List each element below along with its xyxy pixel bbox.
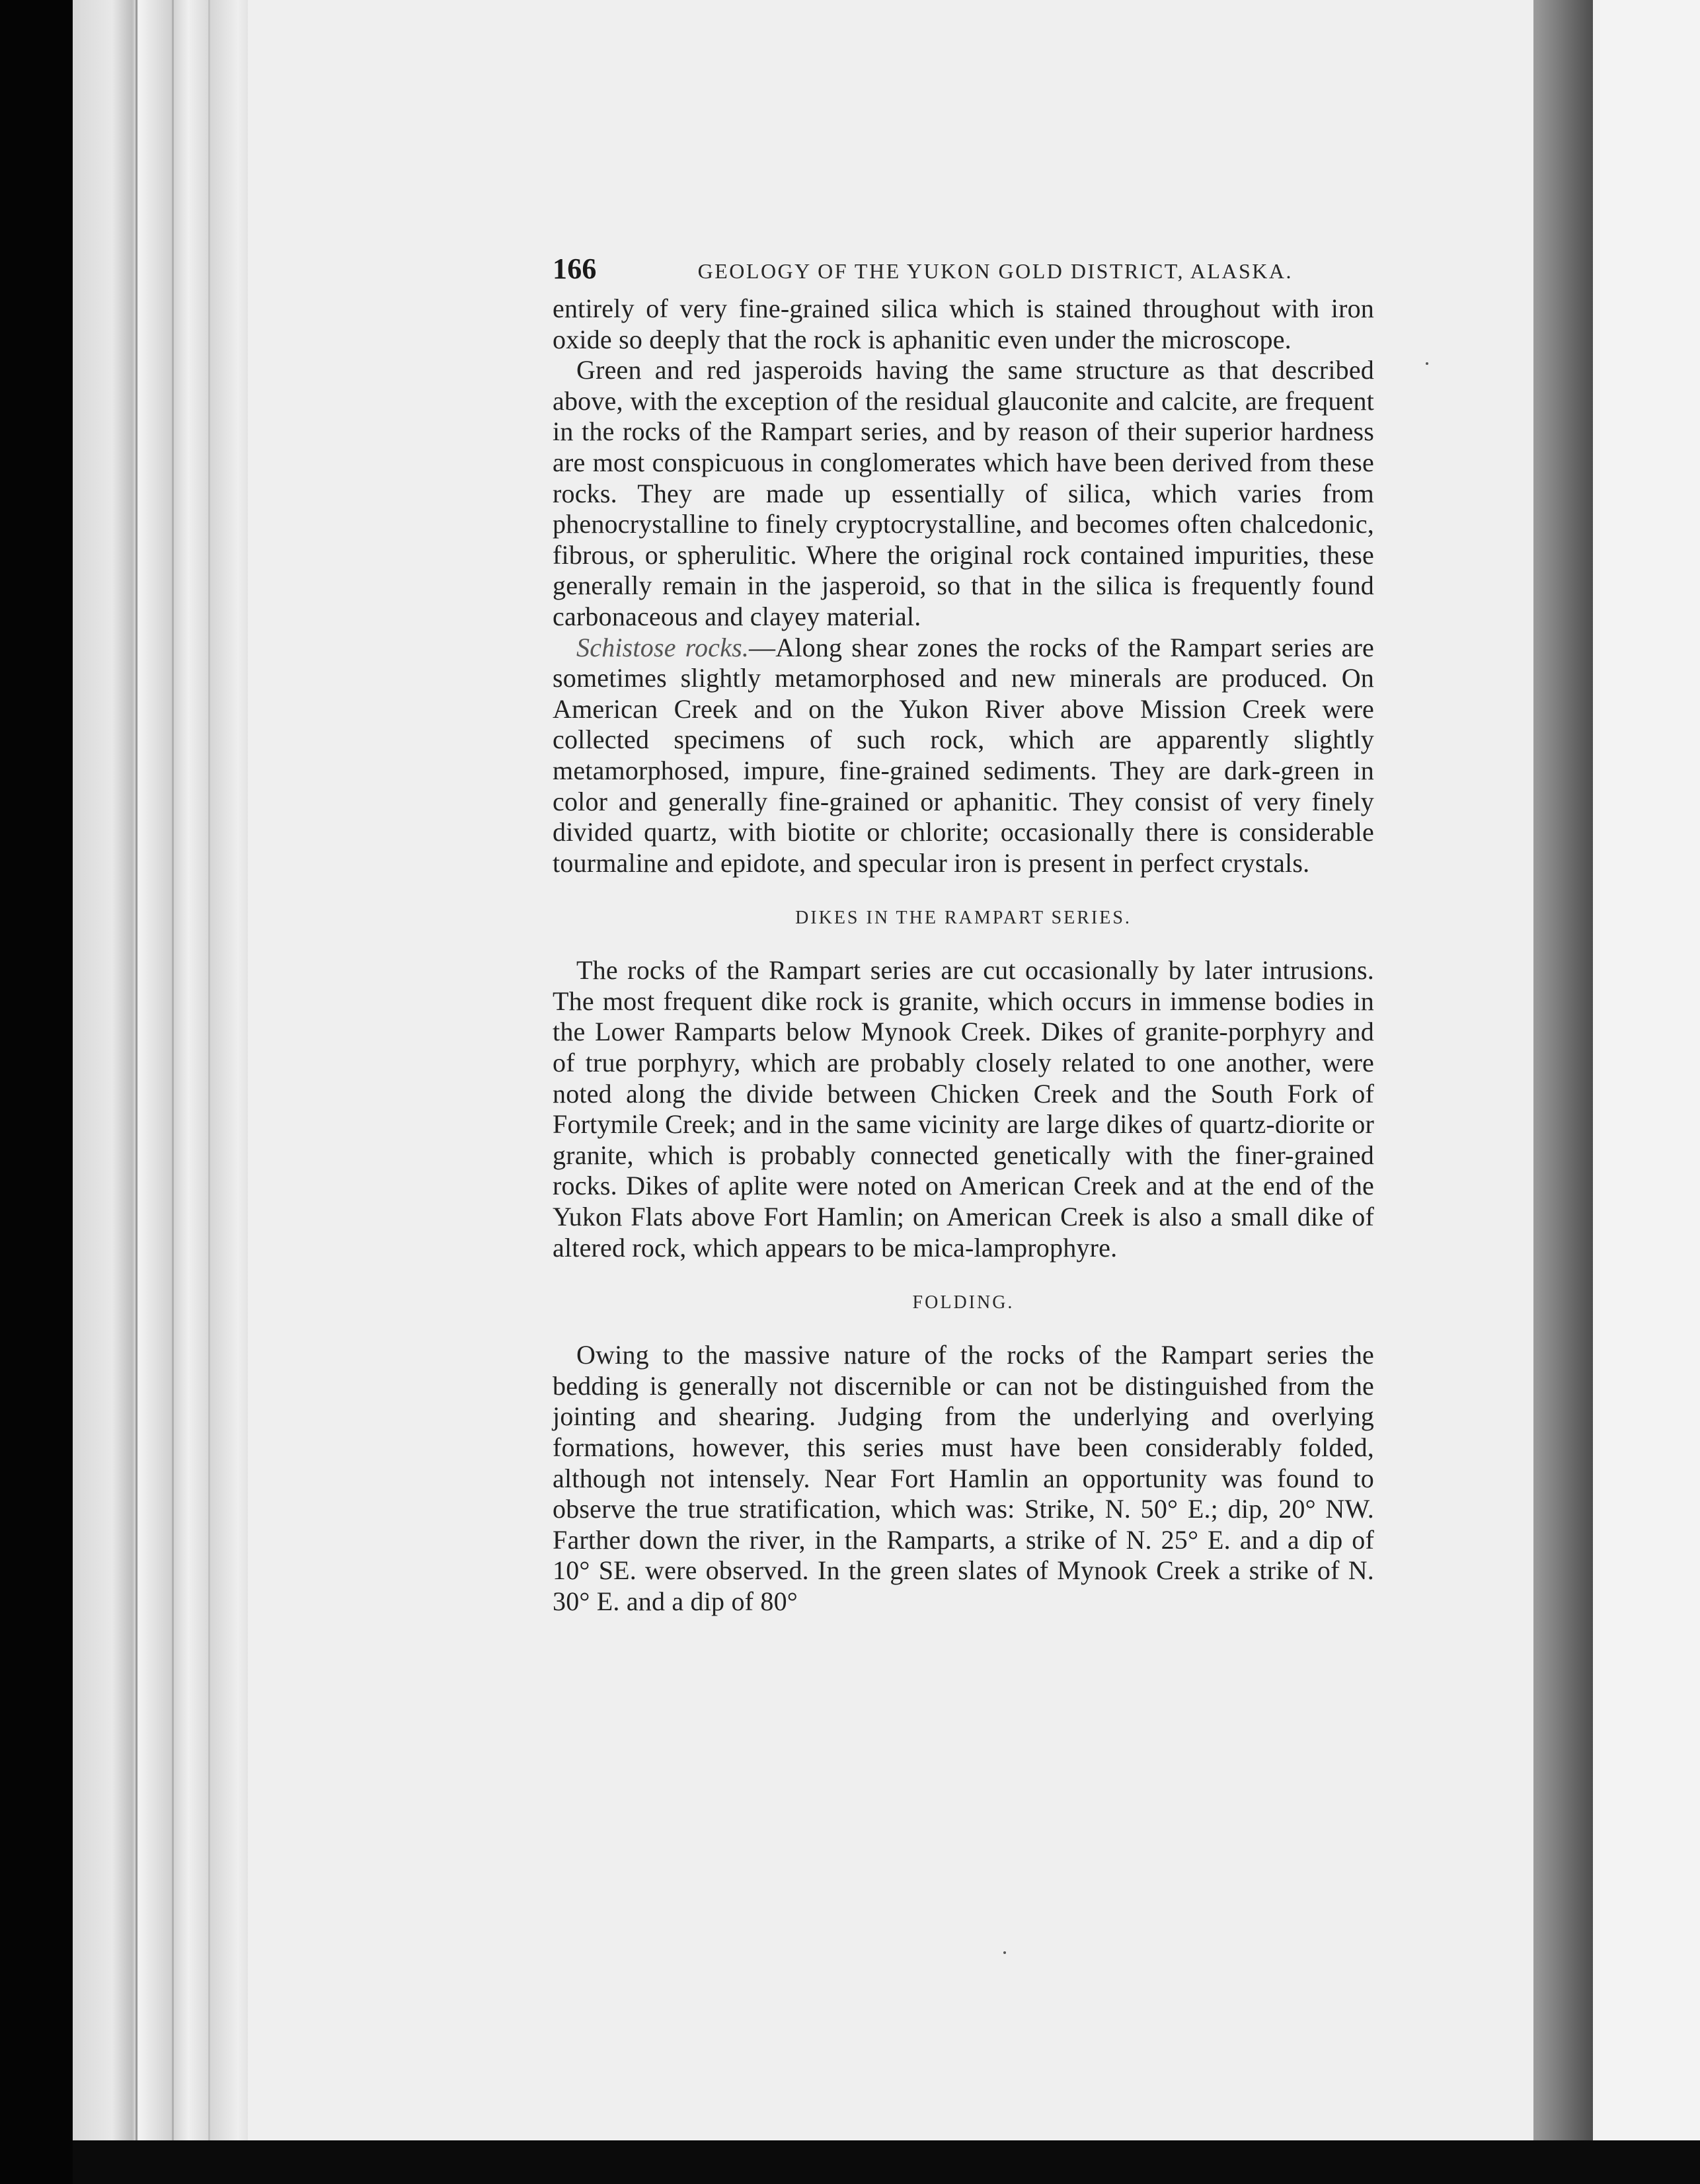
- page-gutter: [1533, 0, 1593, 2148]
- scan-left-border: [0, 0, 73, 2184]
- paragraph-body: —Along shear zones the rocks of the Rampart series are sometimes slightly metamorphosed and new minerals are produced. On American Creek and on the Yukon River above Mission Creek were collected specimens of such rock, which are apparently slightly metamorphosed, impure, fine-grained sediments. They are dark-green in color and generally fine-grained or aphanitic. They consist of very finely divided quartz, with biotite or chlorite; occasionally there is considerable tourmaline and epidote, and specular iron is present in perfect crystals.: [553, 632, 1374, 878]
- next-page-sliver: [1593, 0, 1700, 2140]
- paragraph-jasperoids: Green and red jasperoids having the same structure as that described above, with the exception of the residual glauconite and calcite, are frequent in the rocks of the Rampart series, and by reason of their superior hardness are most conspicuous in conglomerates which have been derived from these rocks. They are made up essentially of silica, which varies from phenocrystalline to finely cryptocrystalline, and becomes often chalcedonic, fibrous, or spherulitic. Where the original rock contained impurities, these generally remain in the jasperoid, so that in the silica is frequently found carbonaceous and clayey material.: [553, 355, 1374, 631]
- scan-speck: [1426, 362, 1428, 365]
- page-number: 166: [553, 253, 597, 285]
- paragraph-continued: entirely of very fine-grained silica which is stained throughout with iron oxide so deeply that the rock is aphanitic even under the microscope.: [553, 293, 1374, 354]
- paragraph-dikes: The rocks of the Rampart series are cut occasionally by later intrusions. The most frequent dike rock is granite, which occurs in immense bodies in the Lower Ramparts below Mynook Creek. Dikes of granite-porphyry and of true porphyry, which are probably closely related to one another, were noted along the divide between Chicken Creek and the South Fork of Fortymile Creek; and in the same vicinity are large dikes of quartz-diorite or granite, which is probably connected genetically with the finer-grained rocks. Dikes of aplite were noted on American Creek and at the end of the Yukon Flats above Fort Hamlin; on American Creek is also a small dike of altered rock, which appears to be mica-lamprophyre.: [553, 955, 1374, 1263]
- paragraph-folding: Owing to the massive nature of the rocks of the Rampart series the bedding is generally not discernible or can not be distinguished from the jointing and shearing. Judging from the underlying and overlying formations, however, this series must have been considerably folded, although not intensely. Near Fort Hamlin an opportunity was found to observe the true stratification, which was: Strike, N. 50° E.; dip, 20° NW. Farther down the river, in the Ramparts, a strike of N. 25° E. and a dip of 10° SE. were observed. In the green slates of Mynook Creek a strike of N. 30° E. and a dip of 80°: [553, 1340, 1374, 1616]
- edge-line: [135, 0, 137, 2148]
- scan-speck: [1003, 1951, 1006, 1954]
- running-head: [553, 254, 1374, 293]
- book-edge: [73, 0, 248, 2148]
- running-head-title: GEOLOGY OF THE YUKON GOLD DISTRICT, ALASKA.: [697, 259, 1293, 283]
- run-in-heading: Schistose rocks.: [576, 632, 750, 662]
- scan-bottom-border: [73, 2140, 1700, 2184]
- edge-line: [172, 0, 174, 2148]
- section-heading-folding: FOLDING.: [912, 1292, 1015, 1313]
- section-heading-dikes: DIKES IN THE RAMPART SERIES.: [795, 908, 1132, 929]
- page-text: [553, 254, 1374, 1618]
- paragraph-schistose-rocks: [553, 633, 1374, 879]
- edge-line: [208, 0, 210, 2148]
